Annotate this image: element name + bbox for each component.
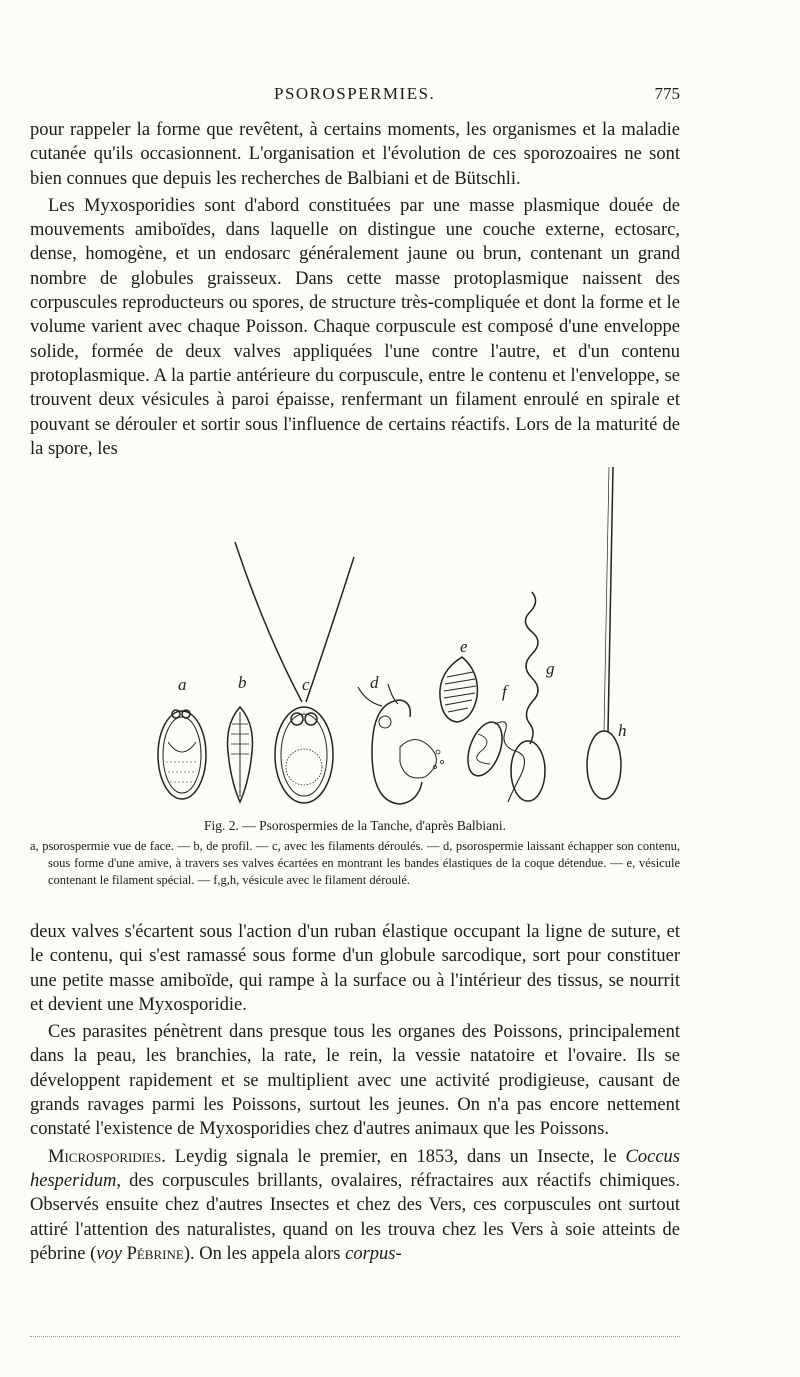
vesicle-g-drawing: [511, 592, 545, 801]
figure-drawing: [100, 462, 627, 814]
paragraph-4: Ces parasites pénètrent dans presque tous les organes des Poissons, principalement dans la peau, les branchies, la rate, le rein, la vessie natatoire et l'ovaire. Ils se développent rapidement et se multiplient avec une activité prodigieuse, causant de grands ravages parmi les Poissons, surtout les jeunes. On n'a pas encore nettement constaté l'existence de Myxosporidies chez d'autres animaux que les Poissons.: [30, 1022, 680, 1140]
figure-label-c: c: [302, 675, 310, 694]
figure-label-e: e: [460, 637, 468, 656]
section-heading-microsporidies: Microsporidies.: [48, 1146, 166, 1167]
paragraph-5-part-b: , des corpuscules brillants, ovalaires, réfractaires aux réactifs chimiques. Observés ensuite chez d'autres Insectes et chez des Vers, ces corpuscules ont surtout attiré l'attention des naturalistes, quand on les trouva chez les Vers à soie atteints de pébrine (: [30, 1170, 680, 1264]
page-number: 775: [654, 84, 680, 103]
vesicle-h-drawing: [587, 467, 621, 799]
text-block-top: [30, 118, 680, 461]
figure-legend: [30, 838, 680, 889]
figure-legend-text: a, psorospermie vue de face. — b, de profil. — c, avec les filaments déroulés. — d, psorospermie laissant échapper son contenu, sous forme d'une amive, à travers ses valves écartées en montrant les bandes élastiques de la coque détendue. — e, vésicule contenant le filament spécial. — f,g,h, vésicule avec le filament déroulé.: [30, 839, 680, 887]
figure-label-h: h: [618, 721, 627, 740]
figure-label-f: f: [502, 682, 507, 701]
paragraph-1: pour rappeler la forme que revêtent, à certains moments, les organismes et la maladie cutanée qu'ils occasionnent. L'organisation et l'évolution de ces sporozoaires ne sont bien connues que depuis les recherches de Balbiani et de Bütschli.: [30, 120, 680, 189]
vesicle-e-drawing: [440, 657, 478, 722]
spore-d-drawing: [358, 684, 436, 804]
paragraph-5-end: corpus-: [345, 1243, 402, 1264]
cross-ref-pebrine: Pébrine: [121, 1243, 184, 1264]
paragraph-3: deux valves s'écartent sous l'action d'un ruban élastique occupant la ligne de suture, et le contenu, qui s'est ramassé sous forme d'un globule sarcodique, sort pour constituer une petite masse amiboïde, qui rampe à la surface ou à l'intérieur des tissus, se nourrit et devient une Myxosporidie.: [30, 922, 680, 1015]
paragraph-5-part-a: Leydig signala le premier, en 1853, dans un Insecte, le: [165, 1146, 626, 1167]
spore-c-drawing: [235, 542, 354, 803]
text-block-bottom: [30, 920, 680, 1266]
figure-psorospermies: [100, 462, 627, 814]
spore-b-drawing: [228, 707, 253, 802]
spore-a-drawing: [158, 710, 206, 799]
figure-label-d: d: [370, 673, 379, 692]
cross-ref-voy: voy: [96, 1243, 122, 1264]
figure-label-g: g: [546, 659, 555, 678]
paragraph-5: [30, 1145, 680, 1266]
figure-label-b: b: [238, 673, 247, 692]
running-title: PSOROSPERMIES.: [274, 84, 436, 103]
paragraph-5-part-c: ). On les appela alors: [183, 1243, 346, 1264]
footer-rule: [30, 1336, 680, 1337]
figure-label-a: a: [178, 675, 187, 694]
paragraph-2: Les Myxosporidies sont d'abord constituées par une masse plasmique douée de mouvements amiboïdes, dans laquelle on distingue une couche externe, ectosarc, dense, homogène, et un endosarc généralement jaune ou brun, contenant un grand nombre de globules graisseux. Dans cette masse protoplasmique naissent des corpuscules reproducteurs ou spores, de structure très-compliquée et dont la forme et le volume varient avec chaque Poisson. Chaque corpuscule est composé d'une enveloppe solide, formée de deux valves appliquées l'une contre l'autre, et d'un contenu protoplasmique. A la partie antérieure du corpuscule, entre le contenu et l'enveloppe, se trouvent deux vésicules à paroi épaisse, renfermant un filament enroulé en spirale et pouvant se dérouler et sortir sous l'influence de certains réactifs. Lors de la maturité de la spore, les: [30, 195, 680, 459]
page: [30, 0, 680, 1377]
species-name: Coccus hesperidum: [30, 1146, 680, 1191]
figure-caption-title: Fig. 2. — Psorospermies de la Tanche, d'après Balbiani.: [204, 818, 506, 833]
running-header: [30, 84, 680, 108]
